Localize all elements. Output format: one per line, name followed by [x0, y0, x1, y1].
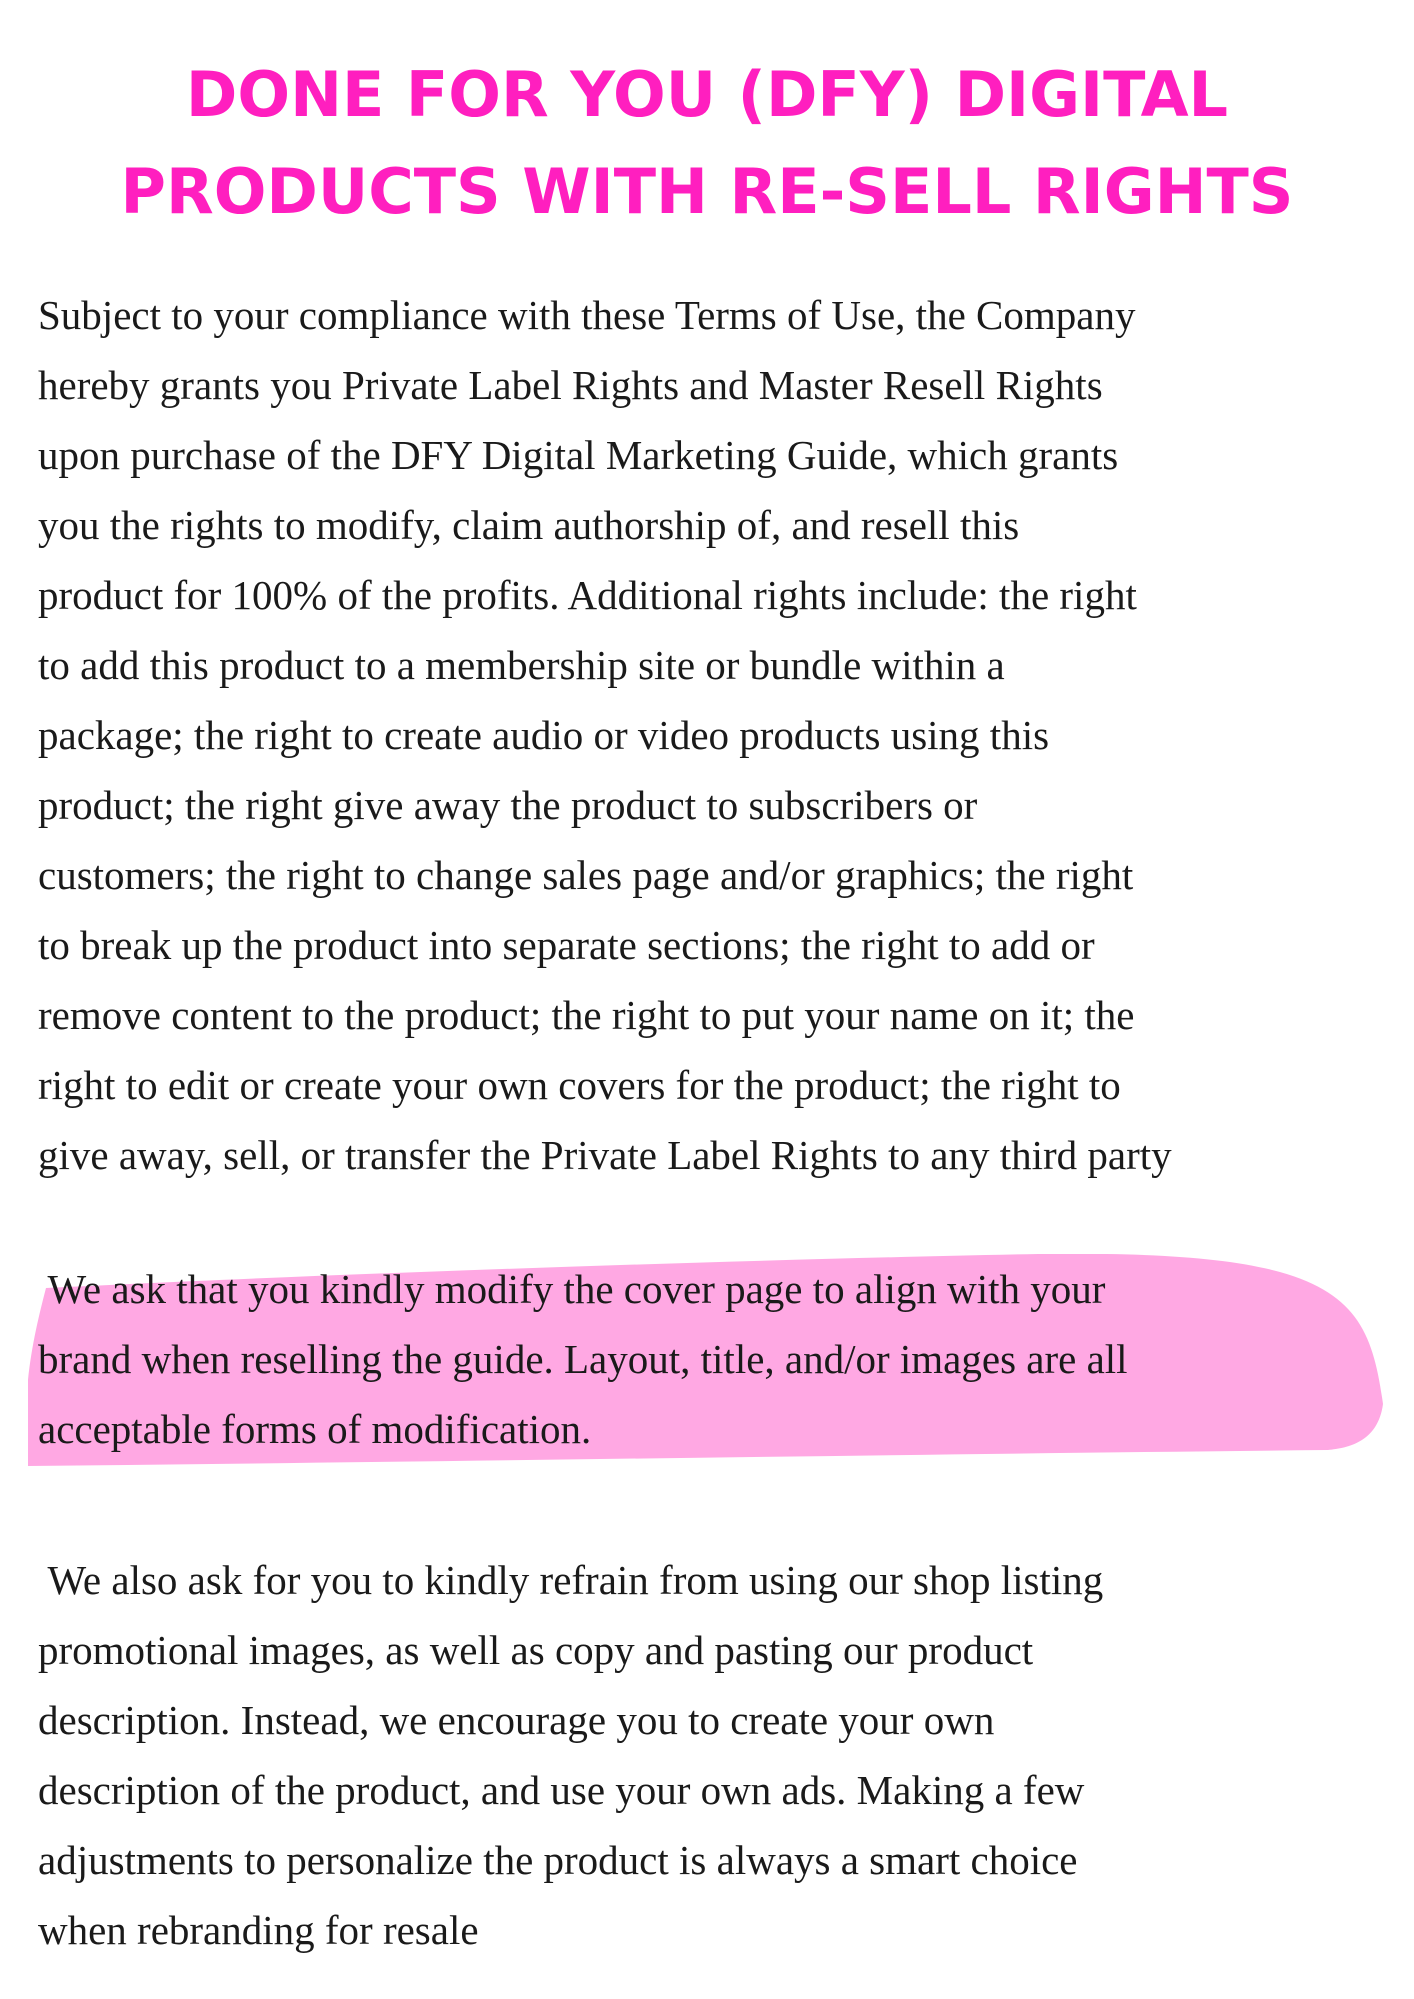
text-line: to add this product to a membership site or bundle within a: [38, 642, 1005, 688]
text-line: upon purchase of the DFY Digital Marketing Guide, which grants: [38, 432, 1119, 478]
rights-paragraph: [38, 280, 1398, 1190]
text-line: remove content to the product; the right to put your name on it; the: [38, 992, 1135, 1038]
text-line: product for 100% of the profits. Additional rights include: the right: [38, 572, 1137, 618]
text-line: acceptable forms of modification.: [38, 1406, 592, 1452]
text-line: We also ask for you to kindly refrain from using our shop listing: [38, 1557, 1104, 1603]
text-line: to break up the product into separate sections; the right to add or: [38, 922, 1095, 968]
text-line: you the rights to modify, claim authorship of, and resell this: [38, 502, 1020, 548]
title-line: DONE FOR YOU (DFY) DIGITAL: [185, 58, 1229, 131]
listing-images-paragraph: [38, 1545, 1398, 1965]
text-line: when rebranding for resale: [38, 1907, 479, 1953]
text-line: brand when reselling the guide. Layout, title, and/or images are all: [38, 1336, 1128, 1382]
text-line: hereby grants you Private Label Rights and Master Resell Rights: [38, 362, 1103, 408]
text-line: right to edit or create your own covers for the product; the right to: [38, 1062, 1121, 1108]
text-line: description. Instead, we encourage you to create your own: [38, 1697, 995, 1743]
text-line: We ask that you kindly modify the cover page to align with your: [38, 1266, 1106, 1312]
cover-modification-paragraph: [38, 1254, 1398, 1464]
text-line: description of the product, and use your own ads. Making a few: [38, 1767, 1085, 1813]
text-line: product; the right give away the product to subscribers or: [38, 782, 978, 828]
text-line: promotional images, as well as copy and pasting our product: [38, 1627, 1034, 1673]
text-line: package; the right to create audio or video products using this: [38, 712, 1050, 758]
text-line: Subject to your compliance with these Terms of Use, the Company: [38, 292, 1136, 338]
text-line: give away, sell, or transfer the Private Label Rights to any third party: [38, 1132, 1172, 1178]
title-line: PRODUCTS WITH RE-SELL RIGHTS: [120, 155, 1294, 228]
text-line: adjustments to personalize the product is always a smart choice: [38, 1837, 1078, 1883]
text-line: customers; the right to change sales page and/or graphics; the right: [38, 852, 1134, 898]
page-title: [0, 46, 1414, 240]
